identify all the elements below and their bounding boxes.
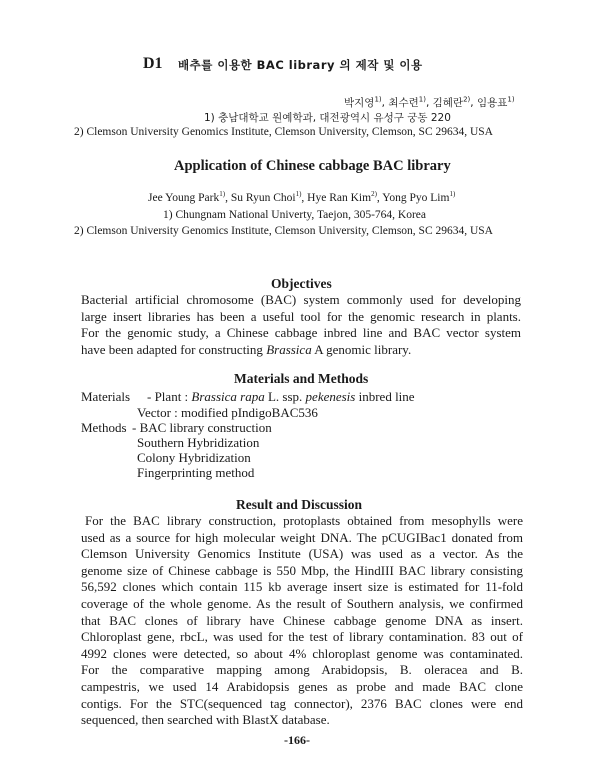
plant-mid: L. ssp. [264,389,306,404]
korean-author: 최수련 [388,97,419,109]
results-line: Chloroplast gene, rbcL, was used for the test of library contamination. 83 out of [81,629,523,645]
objectives-line [81,342,521,359]
results-heading: Result and Discussion [236,497,363,512]
results-line: 56,592 clones which contain 115 kb average insert size is estimated for 11-fold [81,579,523,595]
objectives-line: For the genomic study, a Chinese cabbage inbred line and BAC vector system [81,325,521,341]
objectives-heading: Objectives [271,276,332,291]
results-line: used as a source for high molecular weight DNA. The pCUGIBac1 donated from [81,529,523,545]
korean-author: 김혜란 [432,97,464,109]
abstract-code: D1 [143,55,163,72]
page-number: -166- [284,733,310,747]
english-title: Application of Chinese cabbage BAC library [174,158,451,174]
results-line: For the comparative mapping among Arabidopsis, B. oleracea and B. [81,662,523,678]
method-item: Colony Hybridization [137,450,251,465]
english-author: Yong Pyo Lim [382,192,450,204]
affil-mark: 1) [418,95,426,104]
objectives-line: large insert libraries has been a useful tool for the genomic research in plants. [81,308,521,324]
english-affiliation-1: 1) Chungnam National Univerty, Taejon, 305-764, Korea [163,209,426,221]
plant-prefix: - Plant : [147,389,192,404]
method-item: Fingerprinting method [137,465,255,480]
materials-label: Materials [81,389,131,404]
korean-author: 박지영 [344,97,375,109]
plant-species: Brassica rapa [191,389,265,404]
affil-mark: 2) [371,190,377,199]
results-line: sequenced, then searched with BlastX database. [81,712,330,728]
plant-suffix: inbred line [355,389,415,404]
materials-heading: Materials and Methods [234,371,369,386]
english-author: Hye Ran Kim [307,192,372,204]
english-author: Su Ryun Choi [230,192,296,204]
results-line: campestris, we used 14 Arabidopsis genes as probe and made BAC clone [81,678,523,694]
results-line: contigs. For the STC(sequenced tag connector), 2376 BAC clones were end [81,695,523,711]
english-affiliation-2: 2) Clemson University Genomics Institute, Clemson University, Clemson, SC 29634, USA [74,225,493,237]
results-line: that BAC clones of library have Chinese cabbage genome DNA as insert. [81,612,523,628]
methods-label: Methods [81,420,127,435]
results-line: genome size of Chinese cabbage is 550 Mbp, the HindIII BAC library consisting [81,562,523,578]
korean-title: 배추를 이용한 BAC library 의 제작 및 이용 [178,58,423,72]
affil-mark: 1) [219,190,226,199]
method-item: Southern Hybridization [137,435,260,450]
results-line: 4992 clones were detected, so about 4% chloroplast genome was contaminated. [81,645,523,661]
english-author: Jee Young Park [148,192,220,204]
italic-term: Brassica [266,341,312,357]
korean-author: 임용표 [476,97,508,109]
affil-mark: 1) [295,190,302,199]
results-line: coverage of the whole genome. As the result of Southern analysis, we confirmed [81,595,523,611]
objectives-line-text: A genomic library. [311,341,412,357]
vector-line: Vector : modified pIndigoBAC536 [137,405,318,420]
english-authors: Jee Young Park$^{1)}$, Su Ryun Choi$^{1)}$, Hye Ran Kim$^{2)}$, Yong Pyo Lim$^{1)}$ [148,190,456,204]
plant-line [147,389,415,405]
method-item: - BAC library construction [132,420,272,435]
affil-mark: 2) [463,95,471,104]
objectives-text [81,292,521,358]
affil-mark: 1) [374,95,382,104]
objectives-line: Bacterial artificial chromosome (BAC) system commonly used for developing [81,292,521,307]
results-line: For the BAC library construction, protoplasts obtained from mesophylls were [85,513,523,528]
korean-affiliation-1: 1) 충남대학교 원예학과, 대전광역시 유성구 궁동 220 [204,112,451,124]
results-text [81,513,523,729]
objectives-line-text: have been adapted for constructing [81,341,263,357]
affil-mark: 1) [507,95,515,104]
affil-mark: 1) [449,190,456,199]
plant-subspecies: pekenesis [305,389,356,404]
korean-affiliation-2: 2) Clemson University Genomics Institute, Clemson University, Clemson, SC 29634, USA [74,126,493,138]
korean-authors: 박지영$^{1)}$, 최수련$^{1)}$, 김혜란$^{2)}$, 임용표$^{1)}$ [344,95,515,109]
results-line: Clemson University Genomics Institute (USA) was used as a vector. As the [81,546,523,562]
